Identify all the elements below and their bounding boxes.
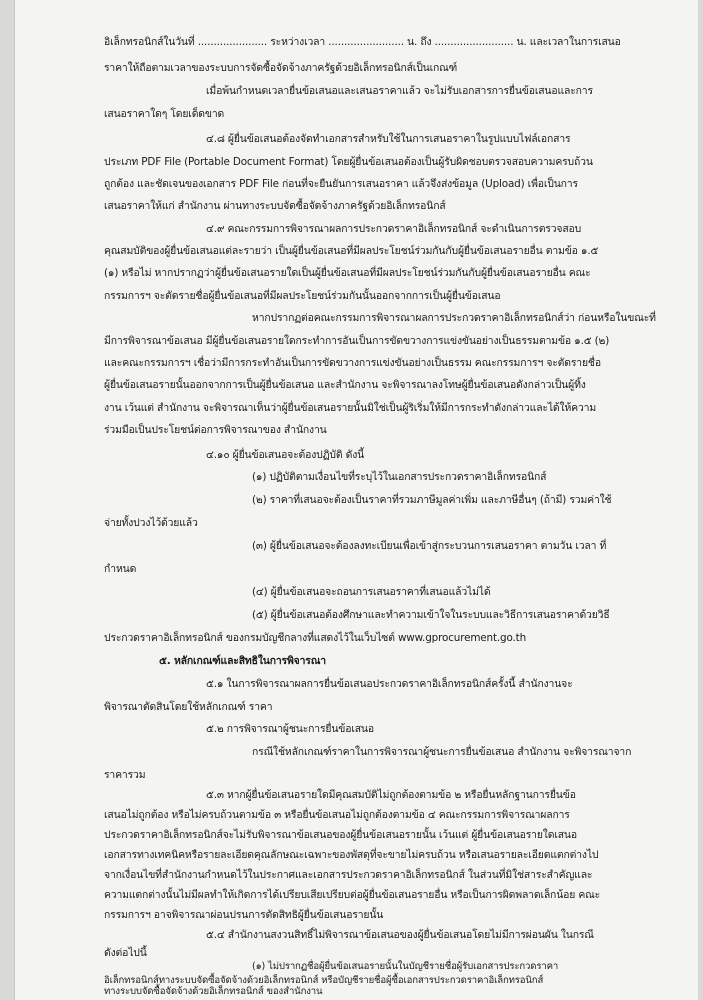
text-line: กำหนด <box>104 563 137 575</box>
text-line: ทางระบบจัดซื้อจัดจ้างด้วยอิเล็กทรอนิกส์ ของสำนักงาน <box>104 986 323 997</box>
text-line: ความแตกต่างนั้นไม่มีผลทำให้เกิดการได้เปรียบเสียเปรียบต่อผู้ยื่นข้อเสนอรายอื่น หรือเป็นการผิดพลาดเล็กน้อย คณะ <box>104 889 601 901</box>
list-item: (๓) ผู้ยื่นข้อเสนอจะต้องลงทะเบียนเพื่อเข้าสู่กระบวนการเสนอราคา ตามวัน เวลา ที่ <box>252 540 607 552</box>
text-line: ประกวดราคาอิเล็กทรอนิกส์จะไม่รับพิจารณาข้อเสนอของผู้ยื่นข้อเสนอรายนั้น เว้นแต่ ผู้ยื่นข้อเสนอรายใดเสนอ <box>104 829 577 841</box>
text-line: ราคาให้ถือตามเวลาของระบบการจัดซื้อจัดจ้างภาครัฐด้วยอิเล็กทรอนิกส์เป็นเกณฑ์ <box>104 62 458 74</box>
text-line: หากปรากฏต่อคณะกรรมการพิจารณาผลการประกวดราคาอิเล็กทรอนิกส์ว่า ก่อนหรือในขณะที่ <box>252 312 656 324</box>
text-line: อิเล็กทรอนิกส์ในวันที่ ...................... ระหว่างเวลา ........................ น. ถึง ......................... น. และเวลาในการเสนอ <box>104 36 621 48</box>
text-line: มีการพิจารณาข้อเสนอ มีผู้ยื่นข้อเสนอรายใดกระทำการอันเป็นการขัดขวางการแข่งขันอย่างเป็นธรรมตามข้อ ๑.๕ (๒) <box>104 335 610 347</box>
text-line: จ่ายทั้งปวงไว้ด้วยแล้ว <box>104 517 198 529</box>
text-line: พิจารณาตัดสินโดยใช้หลักเกณฑ์ ราคา <box>104 701 273 713</box>
text-line: จากเงื่อนไขที่สำนักงานกำหนดไว้ในประกาศและเอกสารประกวดราคาอิเล็กทรอนิกส์ ในส่วนที่มิใช่สาระสำคัญและ <box>104 869 593 881</box>
text-line: อิเล็กทรอนิกส์ทางระบบจัดซื้อจัดจ้างด้วยอิเล็กทรอนิกส์ หรือบัญชีรายชื่อผู้ซื้อเอกสารประกวดราคาอิเล็กทรอนิกส์ <box>104 975 544 986</box>
section-4-8: ๔.๘ ผู้ยื่นข้อเสนอต้องจัดทำเอกสารสำหรับใช้ในการเสนอราคาในรูปแบบไฟล์เอกสาร <box>206 133 571 145</box>
list-item: (๒) ราคาที่เสนอจะต้องเป็นราคาที่รวมภาษีมูลค่าเพิ่ม และภาษีอื่นๆ (ถ้ามี) รวมค่าใช้ <box>252 494 612 506</box>
section-4-9: ๔.๙ คณะกรรมการพิจารณาผลการประกวดราคาอิเล็กทรอนิกส์ จะดำเนินการตรวจสอบ <box>206 223 582 235</box>
text-line: กรณีใช้หลักเกณฑ์ราคาในการพิจารณาผู้ชนะการยื่นข้อเสนอ สำนักงาน จะพิจารณาจาก <box>252 746 632 758</box>
text-line: และคณะกรรมการฯ เชื่อว่ามีการกระทำอันเป็นการขัดขวางการแข่งขันอย่างเป็นธรรม คณะกรรมการฯ จะตัดรายชื่อ <box>104 357 601 369</box>
list-item: (๔) ผู้ยื่นข้อเสนอจะถอนการเสนอราคาที่เสนอแล้วไม่ได้ <box>252 586 491 598</box>
text-line: เสนอราคาให้แก่ สำนักงาน ผ่านทางระบบจัดซื้อจัดจ้างภาครัฐด้วยอิเล็กทรอนิกส์ <box>104 200 446 212</box>
text-line: กรรมการฯ จะตัดรายชื่อผู้ยื่นข้อเสนอที่มีผลประโยชน์ร่วมกันนั้นออกจากการเป็นผู้ยื่นข้อเสนอ <box>104 290 501 302</box>
text-line: เอกสารทางเทคนิคหรือรายละเอียดคุณลักษณะเฉพาะของพัสดุที่จะขายไม่ครบถ้วน หรือเสนอรายละเอียดแตกต่างไป <box>104 849 599 861</box>
text-line: ประกวดราคาอิเล็กทรอนิกส์ ของกรมบัญชีกลางที่แสดงไว้ในเว็บไซต์ www.gprocurement.go.th <box>104 632 527 644</box>
text-line: ผู้ยื่นข้อเสนอรายนั้นออกจากการเป็นผู้ยื่นข้อเสนอ และสำนักงาน จะพิจารณาลงโทษผู้ยื่นข้อเสนอดังกล่าวเป็นผู้ทิ้ง <box>104 379 586 391</box>
text-line: คุณสมบัติของผู้ยื่นข้อเสนอแต่ละรายว่า เป็นผู้ยื่นข้อเสนอที่มีผลประโยชน์ร่วมกันกับผู้ยื่นข้อเสนอรายอื่น ตามข้อ ๑.๕ <box>104 245 599 257</box>
text-line: เสนอราคาใดๆ โดยเด็ดขาด <box>104 108 225 120</box>
text-line: (๑) หรือไม่ หากปรากฏว่าผู้ยื่นข้อเสนอรายใดเป็นผู้ยื่นข้อเสนอที่มีผลประโยชน์ร่วมกันกับผู้ยื่นข้อเสนอรายอื่น คณะ <box>104 267 591 279</box>
list-item: (๑) ไม่ปรากฏชื่อผู้ยื่นข้อเสนอรายนั้นในบัญชีรายชื่อผู้รับเอกสารประกวดราคา <box>252 961 559 972</box>
list-item: (๑) ปฏิบัติตามเงื่อนไขที่ระบุไว้ในเอกสารประกวดราคาอิเล็กทรอนิกส์ <box>252 471 547 483</box>
document-page <box>14 0 698 1000</box>
text-line: ประเภท PDF File (Portable Document Format) โดยผู้ยื่นข้อเสนอต้องเป็นผู้รับผิดชอบตรวจสอบความครบถ้วน <box>104 156 593 168</box>
text-line: เมื่อพ้นกำหนดเวลายื่นข้อเสนอและเสนอราคาแล้ว จะไม่รับเอกสารการยื่นข้อเสนอและการ <box>206 85 593 97</box>
text-line: ร่วมมือเป็นประโยชน์ต่อการพิจารณาของ สำนักงาน <box>104 424 327 436</box>
text-line: ดังต่อไปนี้ <box>104 947 147 959</box>
text-line: ถูกต้อง และชัดเจนของเอกสาร PDF File ก่อนที่จะยืนยันการเสนอราคา แล้วจึงส่งข้อมูล (Upload) เพื่อเป็นการ <box>104 178 578 190</box>
text-line: กรรมการฯ อาจพิจารณาผ่อนปรนการตัดสิทธิผู้ยื่นข้อเสนอรายนั้น <box>104 909 384 921</box>
list-item: (๕) ผู้ยื่นข้อเสนอต้องศึกษาและทำความเข้าใจในระบบและวิธีการเสนอราคาด้วยวิธี <box>252 609 610 621</box>
section-5-2: ๕.๒ การพิจารณาผู้ชนะการยื่นข้อเสนอ <box>206 723 374 735</box>
section-5-4: ๕.๔ สำนักงานสงวนสิทธิ์ไม่พิจารณาข้อเสนอของผู้ยื่นข้อเสนอโดยไม่มีการผ่อนผัน ในกรณี <box>206 929 594 941</box>
text-line: ราคารวม <box>104 769 146 781</box>
text-line: เสนอไม่ถูกต้อง หรือไม่ครบถ้วนตามข้อ ๓ หรือยื่นข้อเสนอไม่ถูกต้องตามข้อ ๔ คณะกรรมการพิจารณาผลการ <box>104 809 570 821</box>
section-4-10: ๔.๑๐ ผู้ยื่นข้อเสนอจะต้องปฏิบัติ ดังนี้ <box>206 449 365 461</box>
section-5-1: ๕.๑ ในการพิจารณาผลการยื่นข้อเสนอประกวดราคาอิเล็กทรอนิกส์ครั้งนี้ สำนักงานจะ <box>206 678 573 690</box>
section-5-heading: ๕. หลักเกณฑ์และสิทธิในการพิจารณา <box>159 655 326 667</box>
section-5-3: ๕.๓ หากผู้ยื่นข้อเสนอรายใดมีคุณสมบัติไม่ถูกต้องตามข้อ ๒ หรือยื่นหลักฐานการยื่นข้อ <box>206 789 576 801</box>
text-line: งาน เว้นแต่ สำนักงาน จะพิจารณาเห็นว่าผู้ยื่นข้อเสนอรายนั้นมิใช่เป็นผู้ริเริ่มให้มีการกระทำดังกล่าวและได้ให้ความ <box>104 402 597 414</box>
